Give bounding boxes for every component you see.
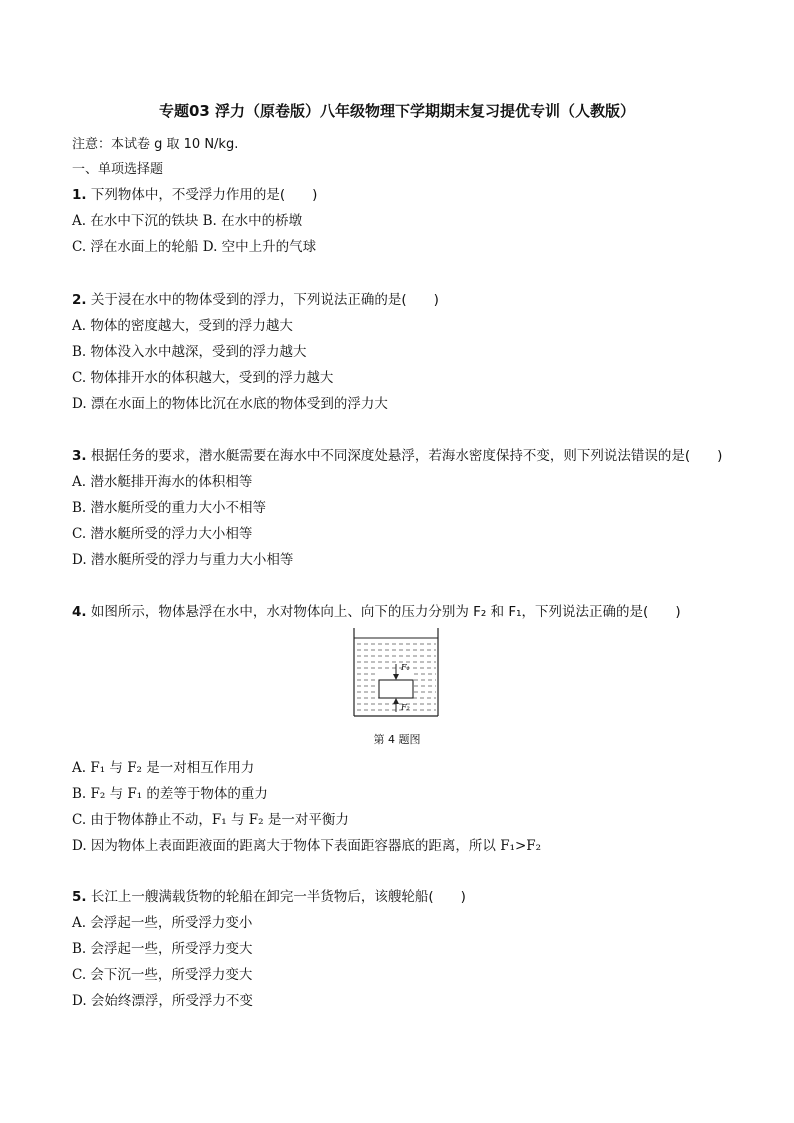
option-a: A. 物体的密度越大，受到的浮力越大 [72,318,293,334]
option-b: B. 潜水艇所受的重力大小不相等 [72,500,267,516]
question-number: 5. [72,889,87,905]
option-b: B. 物体没入水中越深，受到的浮力越大 [72,344,307,360]
option-a: A. 潜水艇排开海水的体积相等 [72,474,253,490]
floating-block [379,680,413,698]
option-d: D. 会始终漂浮，所受浮力不变 [72,993,253,1009]
option-line: C. 浮在水面上的轮船 D. 空中上升的气球 [72,239,317,255]
question-3 [72,444,722,464]
question-2 [72,288,439,308]
option-c: C. 由于物体静止不动，F₁ 与 F₂ 是一对平衡力 [72,812,349,828]
option-a: A. F₁ 与 F₂ 是一对相互作用力 [72,760,255,776]
option-b: B. 会浮起一些，所受浮力变大 [72,941,253,957]
note-text: 注意：本试卷 g 取 10 N/kg. [72,137,239,152]
question-stem: 关于浸在水中的物体受到的浮力，下列说法正确的是( ) [90,292,439,308]
option-b: B. F₂ 与 F₁ 的差等于物体的重力 [72,786,268,802]
question-5 [72,885,466,905]
section-heading: 一、单项选择题 [72,162,164,177]
option-d: D. 潜水艇所受的浮力与重力大小相等 [72,552,294,568]
question-number: 2. [72,292,87,308]
question-number: 3. [72,448,87,464]
question-stem: 根据任务的要求，潜水艇需要在海水中不同深度处悬浮，若海水密度保持不变，则下列说法错误的是( ) [90,448,723,464]
question-number: 4. [72,604,87,620]
question-stem: 如图所示，物体悬浮在水中，水对物体向上、向下的压力分别为 F₂ 和 F₁，下列说法正确的是( ) [90,604,681,620]
force-label-f1: F₁ [401,663,410,672]
question-stem: 长江上一艘满载货物的轮船在卸完一半货物后，该艘轮船( ) [90,889,466,905]
page-title: 专题03 浮力（原卷版）八年级物理下学期期末复习提优专训（人教版） [158,102,636,120]
option-c: C. 潜水艇所受的浮力大小相等 [72,526,253,542]
question-1 [72,183,317,203]
option-d: D. 漂在水面上的物体比沉在水底的物体受到的浮力大 [72,396,388,412]
option-a: A. 会浮起一些，所受浮力变小 [72,915,253,931]
figure-caption: 第 4 题图 [373,733,421,746]
buoyancy-figure [350,626,442,720]
force-label-f2: F₂ [401,703,410,712]
question-4 [72,600,681,620]
option-c: C. 会下沉一些，所受浮力变大 [72,967,253,983]
question-number: 1. [72,187,87,203]
option-c: C. 物体排开水的体积越大，受到的浮力越大 [72,370,334,386]
option-line: A. 在水中下沉的铁块 B. 在水中的桥墩 [72,213,303,229]
question-stem: 下列物体中，不受浮力作用的是( ) [90,187,318,203]
option-d: D. 因为物体上表面距液面的距离大于物体下表面距容器底的距离，所以 F₁>F₂ [72,838,542,854]
